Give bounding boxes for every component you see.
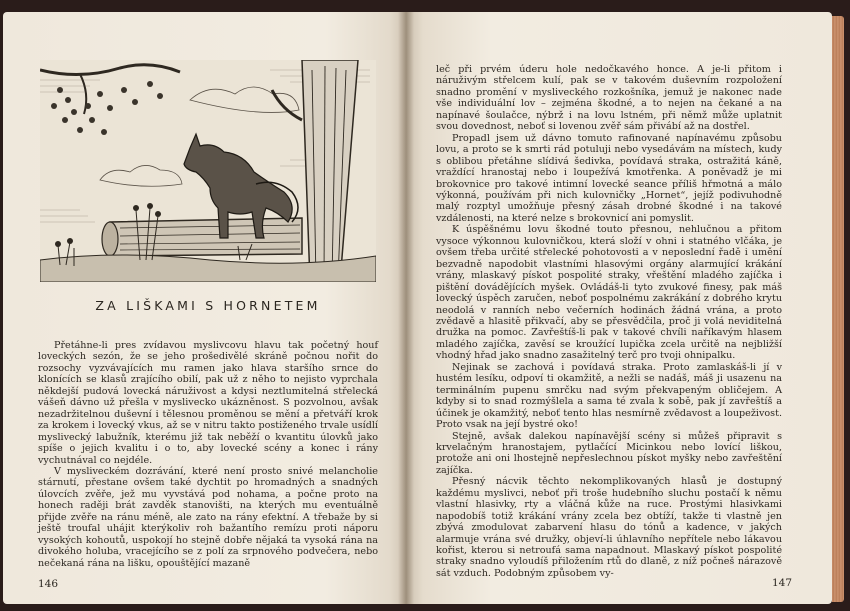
page-number-left: 146 bbox=[38, 578, 59, 590]
paragraph: Přetáhne-li pres zvídavou myslivcovu hlavu tak početný houf loveckých sezón, že se jeho prošedivělé skráně počnou nořit do rozsochy vyzvávajících mu ramen jako hlava staršího srnce do klonících se klasů zrajícího obilí, pak už z něho to nejisto vyprchala někdejší pudová lovecká náruživost a kdysi neztlumitelná střelecká vášeň dávno už přešla v myslivecko ukázněnost. S pozvolnou, avšak nezadržitelnou duševní i tělesnou proměnou se mění a přetváří krok za krokem i lovecký vkus, až se v nitru takto postiženého trvale usídlí myslivecký labužník, kterému již tak neběží o kvantitu úlovků jako spíše o jejich kvalitu i o to, aby lovecké scény a konec i rány vychutnával co nejdéle. bbox=[38, 340, 378, 466]
book-gutter bbox=[398, 12, 414, 604]
right-page-body bbox=[436, 64, 782, 579]
page-edges bbox=[832, 16, 844, 602]
chapter-title: ZA LIŠKAMI S HORNETEM bbox=[95, 298, 321, 313]
page-number-right: 147 bbox=[772, 577, 793, 589]
fox-illustration bbox=[40, 60, 376, 282]
paragraph: Propadl jsem už dávno tomuto rafinované napínavému způsobu lovu, a proto se k smrti rád potuluji nebo vysedávám na místech, kudy s oblibou přetáhne slídivá šedivka, povídavá straka, ostražitá káně, vraždící hranostaj nebo i loupežívá kmotřenka. A poněvadž je mi brokovnice pro takové intimní lovecké seance příliš hřmotná a málo výkonná, používám při nich kulovničky „Hornet“, jejíž podivuhodně malý rozptyl umožňuje přesný zásah drobné škodné i na takové vzdálenosti, na které nelze s brokovnicí ani pomyslit. bbox=[436, 132, 782, 224]
paragraph: Nejinak se zachová i povídavá straka. Proto zamlaskáš-li jí v hustém lesíku, odpoví ti okamžitě, a nežli se nadáš, máš ji usazenu na terminálním pupenu smrčku nad svým překvapeným obličejem. A kdyby si to snad rozmýšlela a sama té zvala k sobě, pak jí zavřeštíš a účinek je okamžitý, neboť tento hlas nesmírně zvědavost a loupeživost. Proto vsak na její bystré oko! bbox=[436, 361, 782, 431]
paragraph: V mysliveckém dozrávání, které není prosto snivé melancholie stárnutí, přestane ovšem také dychtit po hromadných a snadných úlovcích zvěře, jež mu vyvstává pod nohama, a počne proto na honech raději brát zavděk stanovišti, na kterých mu eventuálně přijde zvěře na ránu méně, ale zato na rány efektní. A třebaže by si ještě troufal uhájit kterýkoliv roh bažantího remízu proti náporu vysokých kohoutů, uspokojí ho stejně dobře nějaká ta vysoká rána na divokého holuba, vracejícího se z polí za srpnového podvečera, nebo nečekaná rána na lišku, opouštějící mazaně bbox=[38, 465, 378, 569]
paragraph: K úspěšnému lovu škodné touto přesnou, nehlučnou a přitom vysoce výkonnou kulovničkou, která složí v ohni i statného vlčáka, je ovšem třeba určité střelecké pohotovosti a v neposlední řadě i umění bezvadně napodobit vlastními hlasovými orgány alarmující krákání vrány, mlaskavý pískot pospolité straky, vřeštění mladého zajíčka i pištění dovádějících myšek. Ovládáš-li tyto zvukové finesy, pak máš lovecký úspěch zaručen, neboť pospolnému zakrákání z dobrého krytu neodolá v ranních nebo večerních hodinách žádná vrána, a proto zvědavě a hlasitě přikvačí, aby se přesvědčila, proč ji volá neviditelná družka na pomoc. Zavřeštíš-li pak v takové chvíli naříkavým hlasem mladého zajíčka, zavěsí se kroužící lupička zcela určitě na nejbližší vhodný hřad jako snadno zasažitelný terč pro tvoji ohnipalku. bbox=[436, 224, 782, 362]
paragraph: Stejně, avšak dalekou napínavější scény si můžeš připravit s krvelačným hranostajem, pytlačící Micinkou nebo lovící liškou, protože ani oni lhostejně nepřeslechnou pískot myšky nebo zavřeštění zajíčka. bbox=[436, 430, 782, 476]
paragraph: Přesný nácvik těchto nekomplikovaných hlasů je dostupný každému myslivci, neboť při troše hudebního sluchu postačí k němu vlastní hlasivky, rty a vláčná kůže na ruce. Prostými hlasivkami napodobíš totiž krákání vrány zcela bez obtíží, takže ti vlastně jen zbývá zmodulovat zabarvení hlasu do tónů a kadence, v jakých alarmuje vrána své družky, objeví-li úhlavního nepřítele nebo lákavou kořist, kterou si netroufá sama napadnout. Mlaskavý pískot pospolité straky snadno vyloudíš přiložením rtů do dlaně, z níž počneš nárazově sát vzduch. Podobným způsobem vy- bbox=[436, 476, 782, 579]
left-page-body bbox=[38, 340, 378, 569]
paragraph: leč při prvém úderu hole nedočkavého honce. A je-li přitom i náruživým střelcem kulí, pak se v takovém duševním rozpoložení snadno promění v mysliveckého rozkošníka, jemuž je nakonec nade vše individuální lov – zejména škodné, a to nejen na čekané a na napínavé šoulačce, nýbrž i na lovu lstném, při němž může uplatnit svou dovednost, neboť si lovenou zvěř sám přivábí až na dostřel. bbox=[436, 64, 782, 133]
